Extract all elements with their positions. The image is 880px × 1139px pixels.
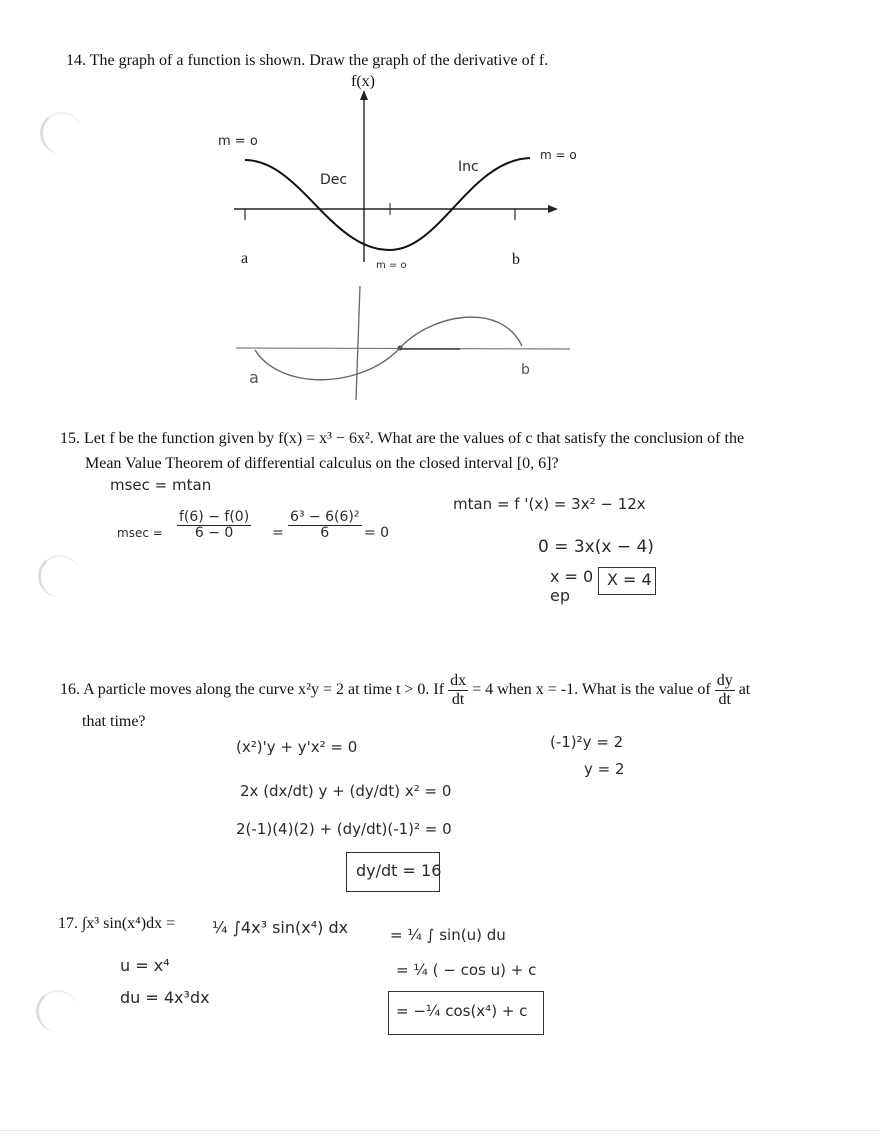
hw-q17-answer: = −¼ cos(x⁴) + c [396, 1002, 528, 1020]
frac1-numerator: f(6) − f(0) [179, 509, 250, 525]
question-14-graphs [0, 0, 880, 420]
hw-product-rule: (x²)'y + y'x² = 0 [236, 738, 358, 756]
annotation-slope-zero-bottom: m = o [376, 260, 407, 271]
f-x-axis-arrow [548, 205, 558, 213]
hw-zero-factored: 0 = 3x(x − 4) [538, 537, 654, 557]
hw-msec-label: msec = [117, 526, 163, 540]
hw-endpoint-note: ep [550, 586, 570, 605]
hw-x-equals-zero: x = 0 [550, 567, 594, 586]
dy-dt-fraction [715, 672, 735, 708]
hw-q17-step3: = ¼ ( − cos u) + c [396, 961, 537, 979]
f-y-axis-arrow [360, 90, 368, 100]
hw-mtan-derivative: mtan = f '(x) = 3x² − 12x [453, 495, 646, 513]
label-b: b [512, 251, 520, 268]
f-curve [245, 158, 530, 250]
q16-text-b: = 4 when x = -1. What is the value of [472, 680, 711, 698]
dt-denominator: dt [451, 690, 465, 708]
page-bottom-edge [0, 1130, 880, 1131]
annotation-increasing: Inc [458, 159, 479, 175]
hw-msec-result: = 0 [364, 525, 390, 541]
label-a: a [241, 250, 249, 267]
f-axis-label: f(x) [351, 73, 375, 90]
hw-msec-equals-mtan: msec = mtan [110, 476, 212, 494]
frac1-denominator: 6 − 0 [194, 525, 234, 542]
derivative-label-b: b [521, 362, 530, 378]
dt-denominator: dt [718, 690, 731, 708]
hw-solve-y-2: y = 2 [584, 760, 625, 778]
hw-u-substitution: u = x⁴ [120, 956, 170, 975]
punch-hole-mark [36, 990, 79, 1032]
question-14-text: 14. The graph of a function is shown. Draw the graph of the derivative of f. [66, 52, 549, 69]
q16-text-c: at [738, 680, 751, 698]
question-15-line1: 15. Let f be the function given by f(x) = x³ − 6x². What are the values of c that satisfy the conclusion of the [60, 430, 745, 447]
dx-dt-fraction [448, 672, 468, 708]
dx-numerator: dx [450, 672, 467, 689]
derivative-y-axis [356, 286, 360, 400]
punch-hole-mark [38, 555, 81, 597]
annotation-slope-zero-right: m = o [540, 148, 577, 162]
hw-msec-fraction-1 [177, 510, 251, 542]
hw-q17-step1: ¼ ∫4x³ sin(x⁴) dx [212, 918, 349, 937]
hw-answer-x-equals-4: X = 4 [607, 570, 652, 589]
hw-answer-dy-dt: dy/dt = 16 [356, 861, 442, 880]
hw-msec-fraction-2 [288, 510, 362, 542]
hw-q17-step2: = ¼ ∫ sin(u) du [390, 926, 506, 944]
q16-text-a: 16. A particle moves along the curve x²y = 2 at time t > 0. If [60, 680, 445, 698]
question-17-prompt: 17. ∫x³ sin(x⁴)dx = [58, 915, 176, 932]
hw-solve-y-1: (-1)²y = 2 [550, 733, 624, 751]
derivative-label-a: a [249, 368, 259, 387]
annotation-decreasing: Dec [320, 172, 348, 188]
dy-numerator: dy [716, 672, 733, 689]
hw-equals: = [272, 525, 284, 541]
question-16-line2: that time? [82, 713, 146, 730]
hw-du: du = 4x³dx [120, 988, 210, 1007]
frac2-numerator: 6³ − 6(6)² [290, 509, 360, 525]
question-16-line1 [60, 672, 750, 708]
question-15-line2: Mean Value Theorem of differential calculus on the closed interval [0, 6]? [85, 455, 559, 472]
frac2-denominator: 6 [320, 525, 330, 542]
annotation-slope-zero-left: m = o [218, 134, 258, 149]
hw-differentiated: 2x (dx/dt) y + (dy/dt) x² = 0 [240, 782, 452, 800]
hw-substituted: 2(-1)(4)(2) + (dy/dt)(-1)² = 0 [236, 820, 452, 838]
